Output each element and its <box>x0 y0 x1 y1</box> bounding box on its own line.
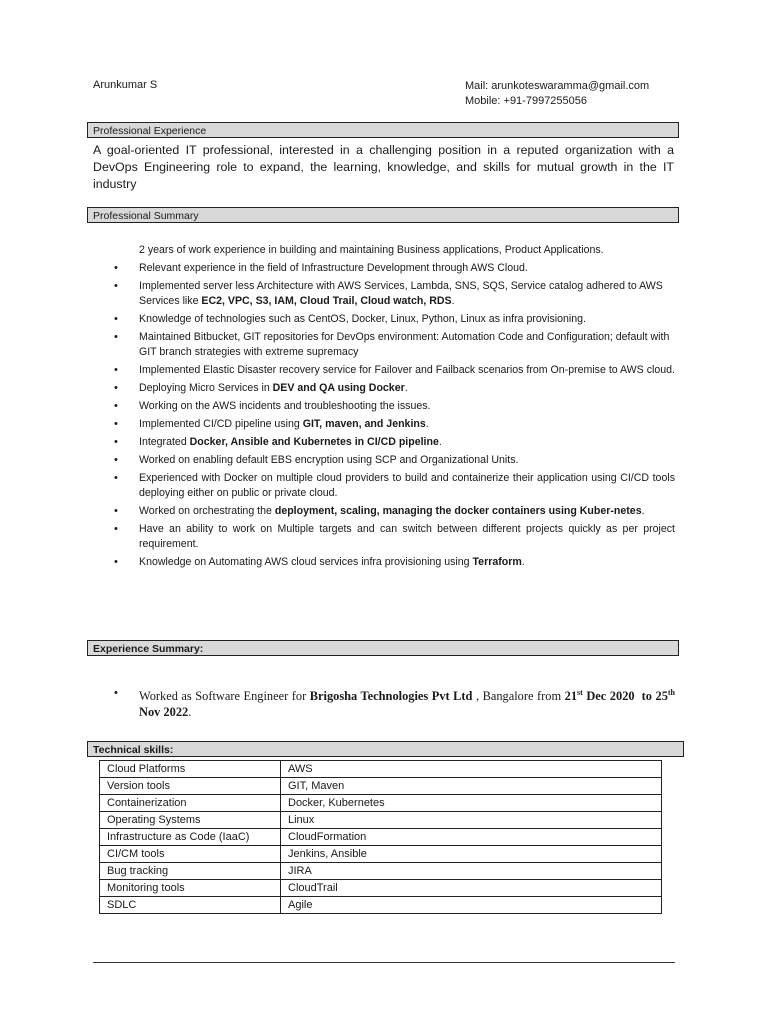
summary-intro: 2 years of work experience in building and maintaining Business applications, Product Applications. <box>139 244 604 256</box>
table-row <box>100 880 662 897</box>
table-row <box>100 863 662 880</box>
table-row <box>100 761 662 778</box>
skill-category: Monitoring tools <box>100 880 281 897</box>
list-item: • Working on the AWS incidents and troubleshooting the issues. <box>112 399 675 414</box>
company-name: Brigosha Technologies Pvt Ltd <box>309 689 473 704</box>
section-technical-skills: Technical skills: <box>87 741 684 757</box>
table-row <box>100 829 662 846</box>
skill-category: Bug tracking <box>100 863 281 880</box>
list-item: • Relevant experience in the field of Infrastructure Development through AWS Cloud. <box>112 261 675 276</box>
skills-table <box>99 760 662 914</box>
skill-value: GIT, Maven <box>281 778 662 795</box>
list-item: • Knowledge of technologies such as CentOS, Docker, Linux, Python, Linux as infra provisioning. <box>112 312 675 327</box>
skill-category: Version tools <box>100 778 281 795</box>
section-professional-summary: Professional Summary <box>87 207 679 223</box>
experience-entry: • Worked as Software Engineer for Brigosha Technologies Pvt Ltd , Bangalore from 21st Dec 2020 to 25th Nov 2022. <box>112 685 675 720</box>
career-objective: A goal-oriented IT professional, interested in a challenging position in a reputed organization with a DevOps Engineering role to expand, the learning, knowledge, and skills for mutual growth in the IT industry <box>93 143 674 191</box>
skill-value: CloudFormation <box>281 829 662 846</box>
table-row <box>100 897 662 914</box>
skill-value: Linux <box>281 812 662 829</box>
list-item: • Integrated Docker, Ansible and Kubernetes in CI/CD pipeline. <box>112 435 675 450</box>
list-item: • Implemented CI/CD pipeline using GIT, maven, and Jenkins. <box>112 417 675 432</box>
skill-category: SDLC <box>100 897 281 914</box>
list-item: • Knowledge on Automating AWS cloud services infra provisioning using Terraform. <box>112 555 675 570</box>
list-item: • Maintained Bitbucket, GIT repositories for DevOps environment: Automation Code and Configuration; default with GIT branch strategies with extreme supremacy <box>112 330 675 360</box>
table-row <box>100 846 662 863</box>
contact-mobile: Mobile: +91-7997255056 <box>465 95 588 107</box>
candidate-name: Arunkumar S <box>93 79 158 91</box>
skill-value: JIRA <box>281 863 662 880</box>
skill-value: Docker, Kubernetes <box>281 795 662 812</box>
skill-value: AWS <box>281 761 662 778</box>
skill-value: CloudTrail <box>281 880 662 897</box>
skill-category: Operating Systems <box>100 812 281 829</box>
table-row <box>100 778 662 795</box>
section-professional-experience: Professional Experience <box>87 122 679 138</box>
contact-block <box>465 79 649 109</box>
list-item: • Have an ability to work on Multiple targets and can switch between different projects quickly as per project requirement. <box>112 522 675 552</box>
table-row <box>100 795 662 812</box>
list-item: • Worked on orchestrating the deployment, scaling, managing the docker containers using Kuber-netes. <box>112 504 675 519</box>
list-item: • Worked on enabling default EBS encryption using SCP and Organizational Units. <box>112 453 675 468</box>
skill-category: Containerization <box>100 795 281 812</box>
summary-list <box>112 243 675 573</box>
list-item: • Experienced with Docker on multiple cloud providers to build and containerize their application using CI/CD tools deploying either on public or private cloud. <box>112 471 675 501</box>
list-item: • Deploying Micro Services in DEV and QA using Docker. <box>112 381 675 396</box>
skill-category: Cloud Platforms <box>100 761 281 778</box>
skill-value: Agile <box>281 897 662 914</box>
contact-mail: Mail: arunkoteswaramma@gmail.com <box>465 80 650 92</box>
section-experience-summary: Experience Summary: <box>87 640 679 656</box>
list-item: • Implemented Elastic Disaster recovery service for Failover and Failback scenarios from On-premise to AWS cloud. <box>112 363 675 378</box>
skill-value: Jenkins, Ansible <box>281 846 662 863</box>
table-row <box>100 812 662 829</box>
list-item: • Implemented server less Architecture with AWS Services, Lambda, SNS, SQS, Service catalog adhered to AWS Services like EC2, VPC, S3, IAM, Cloud Trail, Cloud watch, RDS. <box>112 279 675 309</box>
skill-category: Infrastructure as Code (IaaC) <box>100 829 281 846</box>
footer-divider <box>93 962 675 963</box>
skill-category: CI/CM tools <box>100 846 281 863</box>
